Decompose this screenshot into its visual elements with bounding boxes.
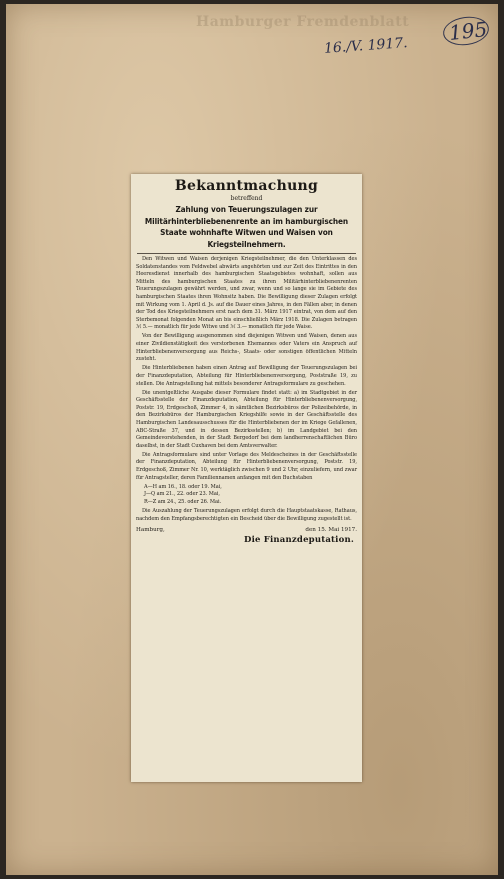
handwritten-date: 16./V. 1917.	[323, 35, 409, 57]
newspaper-stamp: Hamburger Fremdenblatt	[196, 14, 410, 30]
paragraph: Die unentgeltliche Ausgabe dieser Formulare findet statt: a) im Stadtgebiet in der Geschäftsstelle der Finanzdeputation, Abteilung für Hinterbliebenenversorgung, Poststr. 19, Erdgeschoß, Zimmer 4, in sämtlichen Bezirksbüros der Polizeibehörde, in den Bezirksbüros der Hamburgischen Kriegshilfe sowie in der Geschäftsstelle des Hamburgischen Landesausschusses für die Hinterbliebenen der im Kriege Gefallenen, ABC-Straße 37, und in dessen Bezirksstellen; b) im Landgebiet bei den Gemeindevorstehenden, in der Stadt Bergedorf bei dem landherrenschaftlichen Büro daselbst, in der Stadt Cuxhaven bei dem Amtsverwalter.	[136, 389, 357, 449]
place-date-line	[136, 527, 357, 533]
paragraph: Die Antragsformulare sind unter Vorlage des Meldescheines in der Geschäftsstelle der Finanzdeputation, Abteilung für Hinterbliebenenversorgung, Poststr. 19, Erdgeschoß, Zimmer Nr. 10, werktäglich zwischen 9 und 2 Uhr, einzuliefern, und zwar für Antragsteller, deren Familiennamen anfangen mit den Buchstaben	[136, 451, 357, 481]
paragraph: Von der Bewilligung ausgenommen sind diejenigen Witwen und Waisen, denen aus einer Zivildienstätigkeit des verstorbenen Ehemannes oder Vaters ein Anspruch auf Hinterbliebenenversorgung aus Reichs-, Staats- oder sonstigen öffentlichen Mitteln zusteht.	[136, 333, 357, 363]
newspaper-clipping	[131, 174, 362, 782]
signature: Die Finanzdeputation.	[244, 535, 354, 546]
clipping-betreffend: betreffend	[230, 195, 263, 202]
clipping-subject: Zahlung von Teuerungszulagen zur Militärhinterbliebenenrente an im hamburgischen Staate wohnhafte Witwen und Waisen von Kriegsteilnehmern.	[144, 204, 349, 249]
letter-schedule	[144, 484, 357, 506]
closing-paragraph: Die Auszahlung der Teuerungszulagen erfolgt durch die Hauptstaatskasse, Rathaus, nachdem den Empfangsberechtigten ein Bescheid über die Bewilligung zugestellt ist.	[136, 507, 357, 522]
place: Hamburg,	[136, 527, 165, 534]
issue-date: den 15. Mai 1917.	[305, 527, 357, 534]
clipping-heading: Bekanntmachung	[174, 178, 319, 194]
paragraph: Die Hinterbliebenen haben einen Antrag auf Bewilligung der Teuerungszulagen bei der Finanzdeputation, Abteilung für Hinterbliebenenversorgung, Poststraße 19, zu stellen. Die Antragstellung hat mittels besonderer Antragsformulare zu geschehen.	[136, 365, 357, 387]
schedule-item: R—Z am 24., 25. oder 26. Mai.	[144, 498, 222, 505]
clipping-body	[136, 256, 357, 523]
paragraph: Den Witwen und Waisen derjenigen Kriegsteilnehmer, die den Unterklassen des Soldatenstandes vom Feldwebel abwärts angehörten und zur Zeit des Eintrittes in den Heeresdienst innerhalb des hamburgischen Staatsgebietes wohnhaft, sollen aus Mitteln des hamburgischen Staates zu ihren Militärhinterbliebenenrenten Teuerungszulagen gewährt werden, und zwar, wenn und so lange sie im Gebiete des hamburgischen Staates ihren Wohnsitz haben. Die Bewilligung dieser Zulagen erfolgt mit Wirkung vom 1. April d. Js. auf die Dauer eines Jahres, in den Fällen aber, in denen der Tod des Kriegsteilnehmers erst nach dem 31. März 1917 eintrat, von dem auf den Sterbemonat folgenden Monat an bis einschließlich März 1918. Die Zulagen betragen ℳ 5.— monatlich für jede Witwe und ℳ 3.— monatlich für jede Waise.	[136, 256, 357, 331]
schedule-item: J—Q am 21., 22. oder 23. Mai,	[144, 491, 220, 498]
handwritten-number: 195	[447, 17, 489, 45]
divider	[137, 253, 356, 254]
schedule-item: A—H am 16., 18. oder 19. Mai,	[144, 483, 222, 490]
